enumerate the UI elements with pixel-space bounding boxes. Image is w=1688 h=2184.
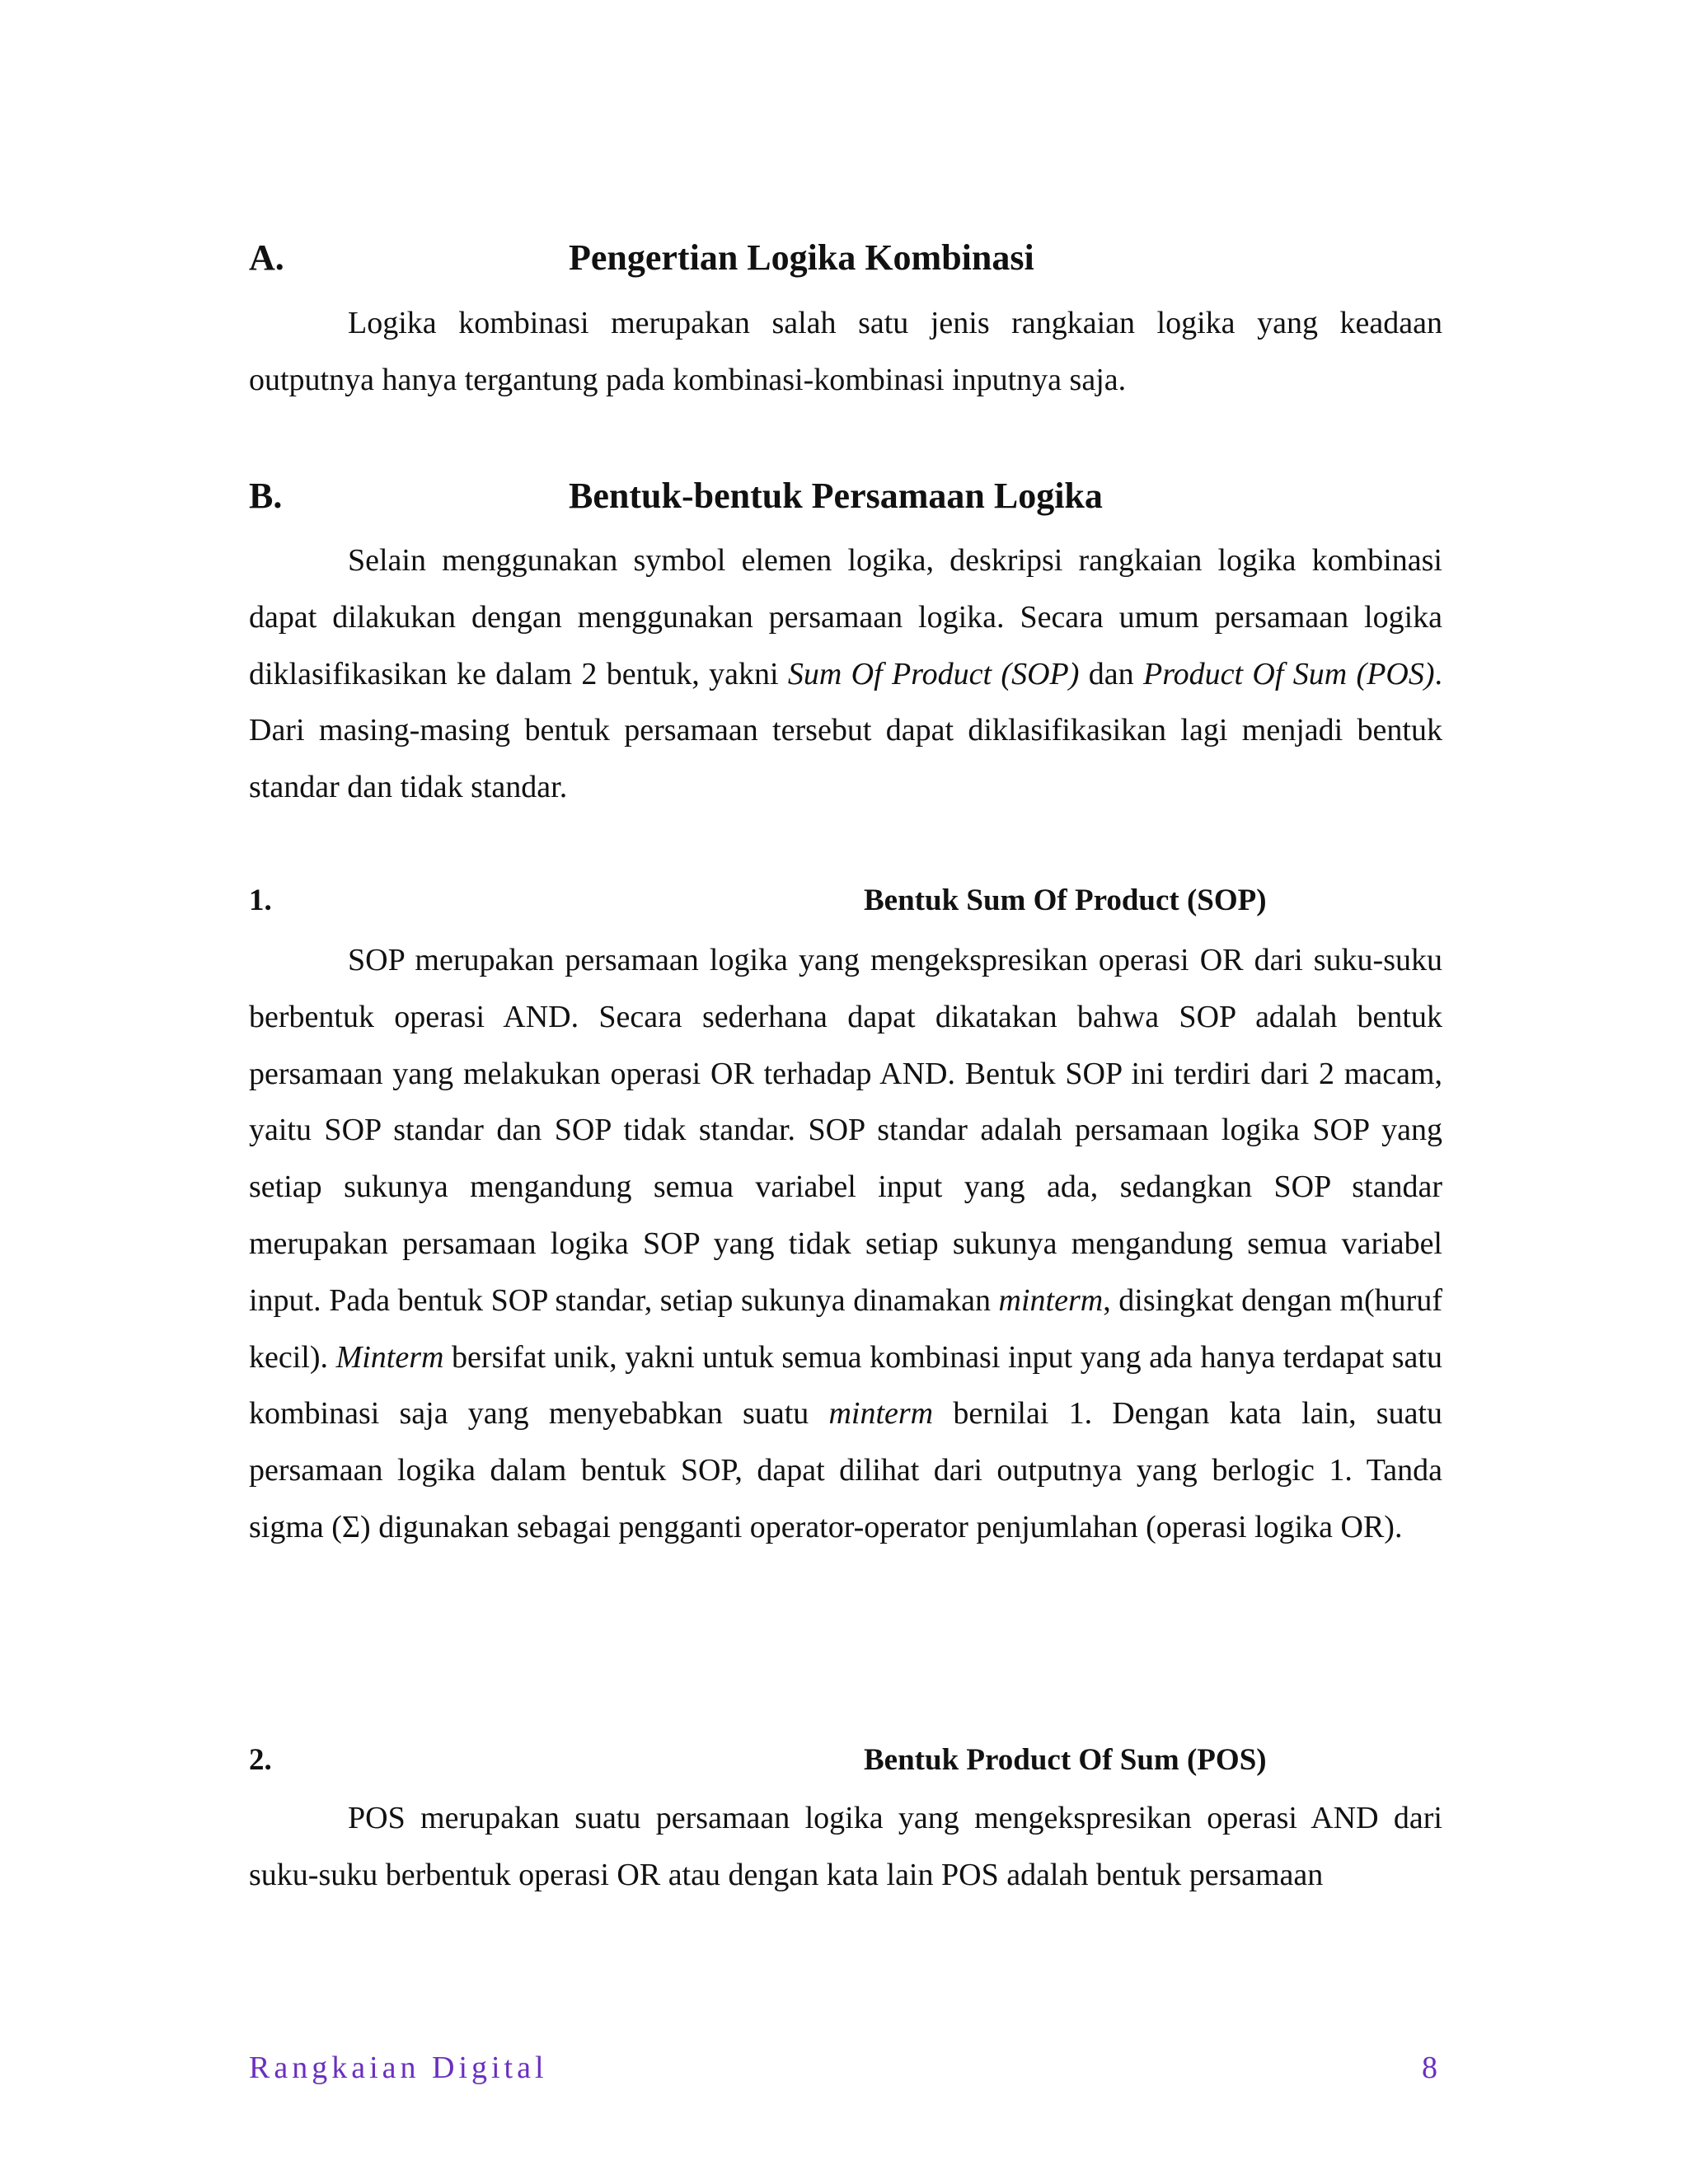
subsection-2-title: Bentuk Product Of Sum (POS)	[864, 1743, 1267, 1777]
section-b-paragraph: Selain menggunakan symbol elemen logika, deskripsi rangkaian logika kombinasi dapat dilakukan dengan menggunakan persamaan logika. Secara umum persamaan logika diklasifikasikan ke dalam 2 bentuk, yakni Sum Of Product (SOP) dan Product Of Sum (POS). Dari masing-masing bentuk persamaan tersebut dapat diklasifikasikan lagi menjadi bentuk standar dan tidak standar.	[249, 543, 1443, 805]
subsection-1-number: 1.	[249, 883, 272, 917]
footer-title: Rangkaian Digital	[249, 2050, 548, 2085]
section-b-letter: B.	[249, 476, 283, 516]
sop-term: Sum Of Product (SOP)	[787, 656, 1080, 691]
section-a-letter: A.	[249, 237, 284, 278]
footer-page-number: 8	[1422, 2050, 1437, 2085]
pos-term: Product Of Sum (POS)	[1143, 656, 1435, 691]
section-a-title: Pengertian Logika Kombinasi	[569, 237, 1034, 278]
subsection-2-number: 2.	[249, 1743, 272, 1777]
minterm-term-capital: Minterm	[335, 1339, 444, 1375]
minterm-term-2: minterm	[828, 1396, 934, 1432]
minterm-term: minterm	[998, 1282, 1104, 1318]
section-a-paragraph: Logika kombinasi merupakan salah satu jenis rangkaian logika yang keadaan outputnya hanya tergantung pada kombinasi-kombinasi inputnya saja.	[249, 306, 1442, 397]
subsection-1-title: Bentuk Sum Of Product (SOP)	[864, 883, 1267, 917]
subsection-1-paragraph: SOP merupakan persamaan logika yang mengekspresikan operasi OR dari suku-suku berbentuk operasi AND. Secara sederhana dapat dikatakan bahwa SOP adalah bentuk persamaan yang melakukan operasi OR terhadap AND. Bentuk SOP ini terdiri dari 2 macam, yaitu SOP standar dan SOP tidak standar. SOP standar adalah persamaan logika SOP yang setiap sukunya mengandung semua variabel input yang ada, sedangkan SOP standar merupakan persamaan logika SOP yang tidak setiap sukunya mengandung semua variabel input. Pada bentuk SOP standar, setiap sukunya dinamakan minterm, disingkat dengan m(huruf kecil). Minterm bersifat unik, yakni untuk semua kombinasi input yang ada hanya terdapat satu kombinasi saja yang menyebabkan suatu minterm bernilai 1. Dengan kata lain, suatu persamaan logika dalam bentuk SOP, dapat dilihat dari outputnya yang berlogic 1. Tanda sigma (Σ) digunakan sebagai pengganti operator-operator penjumlahan (operasi logika OR).	[249, 943, 1442, 1544]
section-b-title: Bentuk-bentuk Persamaan Logika	[569, 476, 1103, 516]
subsection-2-paragraph: POS merupakan suatu persamaan logika yang mengekspresikan operasi AND dari suku-suku berbentuk operasi OR atau dengan kata lain POS adalah bentuk persamaan	[249, 1801, 1442, 1892]
